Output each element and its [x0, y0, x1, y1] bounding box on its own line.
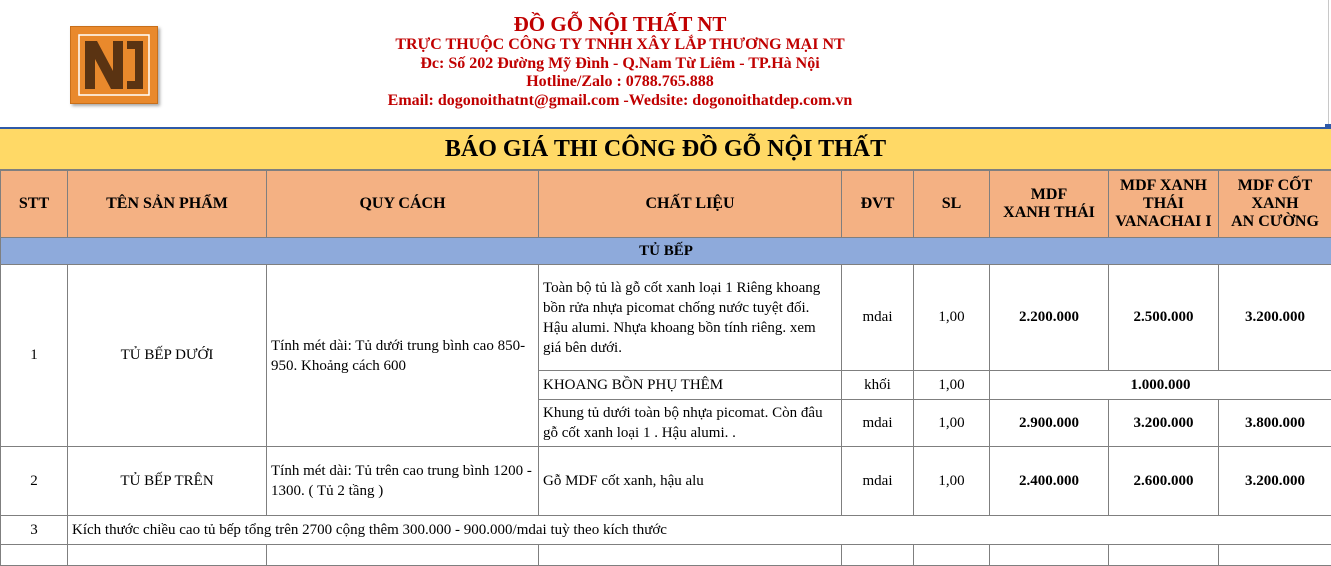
table-row: [1, 265, 1331, 371]
cell-unit[interactable]: khối: [842, 371, 914, 400]
cell-name[interactable]: TỦ BẾP DƯỚI: [68, 265, 267, 447]
cell-spec[interactable]: Tính mét dài: Tủ trên cao trung bình 1200 - 1300. ( Tủ 2 tầng ): [267, 447, 539, 516]
cell-stt[interactable]: 2: [1, 447, 68, 516]
nt-logo-icon: [70, 26, 158, 104]
company-address: Đc: Số 202 Đường Mỹ Đình - Q.Nam Từ Liêm - TP.Hà Nội: [300, 55, 940, 74]
company-name: ĐỒ GỖ NỘI THẤT NT: [300, 12, 940, 36]
cell-price-3[interactable]: 3.200.000: [1219, 265, 1331, 371]
col-price-vanachai[interactable]: [1109, 171, 1219, 238]
table-row: [1, 545, 1331, 566]
cell-empty[interactable]: [1, 545, 68, 566]
cell-name[interactable]: TỦ BẾP TRÊN: [68, 447, 267, 516]
cell-empty[interactable]: [990, 545, 1109, 566]
cell-stt[interactable]: 3: [1, 516, 68, 545]
quote-table: [0, 170, 1331, 566]
col-price-an-cuong[interactable]: [1219, 171, 1331, 238]
cell-price-2[interactable]: 3.200.000: [1109, 400, 1219, 447]
cell-material[interactable]: Khung tủ dưới toàn bộ nhựa picomat. Còn đâu gỗ cốt xanh loại 1 . Hậu alumi. .: [539, 400, 842, 447]
company-hotline: Hotline/Zalo : 0788.765.888: [300, 73, 940, 92]
col-name[interactable]: TÊN SẢN PHẨM: [68, 171, 267, 238]
sheet-title: BÁO GIÁ THI CÔNG ĐỒ GỖ NỘI THẤT: [0, 129, 1331, 170]
cell-price-2[interactable]: 2.500.000: [1109, 265, 1219, 371]
col-price-2-line-3: VANACHAI I: [1113, 213, 1214, 231]
col-spec[interactable]: QUY CÁCH: [267, 171, 539, 238]
cell-stt[interactable]: 1: [1, 265, 68, 447]
table-header-row: [1, 171, 1331, 238]
section-title[interactable]: TỦ BẾP: [1, 238, 1331, 265]
cell-material[interactable]: Gỗ MDF cốt xanh, hậu alu: [539, 447, 842, 516]
cell-unit[interactable]: mdai: [842, 447, 914, 516]
col-stt[interactable]: STT: [1, 171, 68, 238]
col-price-3-line-1: MDF CỐT: [1223, 177, 1327, 195]
cell-empty[interactable]: [842, 545, 914, 566]
cell-qty[interactable]: 1,00: [914, 265, 990, 371]
section-row: [1, 238, 1331, 265]
company-parent: TRỰC THUỘC CÔNG TY TNHH XÂY LẮP THƯƠNG MẠI NT: [300, 36, 940, 55]
col-price-1-line-1: MDF: [994, 186, 1104, 204]
col-price-mdf-xanh-thai[interactable]: [990, 171, 1109, 238]
cell-qty[interactable]: 1,00: [914, 371, 990, 400]
cell-spec[interactable]: Tính mét dài: Tủ dưới trung bình cao 850-950. Khoảng cách 600: [267, 265, 539, 447]
cell-empty[interactable]: [1109, 545, 1219, 566]
cell-material[interactable]: KHOANG BỒN PHỤ THÊM: [539, 371, 842, 400]
cell-unit[interactable]: mdai: [842, 400, 914, 447]
col-price-3-line-2: XANH: [1223, 195, 1327, 213]
letterhead: [0, 0, 1329, 129]
company-info: [300, 12, 940, 110]
col-price-1-line-2: XANH THÁI: [994, 204, 1104, 222]
table-row: [1, 447, 1331, 516]
cell-price-1[interactable]: 2.400.000: [990, 447, 1109, 516]
cell-unit[interactable]: mdai: [842, 265, 914, 371]
col-price-2-line-1: MDF XANH: [1113, 177, 1214, 195]
cell-empty[interactable]: [914, 545, 990, 566]
cell-empty[interactable]: [68, 545, 267, 566]
cell-qty[interactable]: 1,00: [914, 400, 990, 447]
cell-qty[interactable]: 1,00: [914, 447, 990, 516]
cell-price-1[interactable]: 2.900.000: [990, 400, 1109, 447]
col-material[interactable]: CHẤT LIỆU: [539, 171, 842, 238]
cell-price-3[interactable]: 3.800.000: [1219, 400, 1331, 447]
col-price-3-line-3: AN CƯỜNG: [1223, 213, 1327, 231]
table-row: [1, 516, 1331, 545]
cell-note[interactable]: Kích thước chiều cao tủ bếp tổng trên 2700 cộng thêm 300.000 - 900.000/mdai tuỳ theo kích thước: [68, 516, 1331, 545]
cell-empty[interactable]: [539, 545, 842, 566]
cell-material[interactable]: Toàn bộ tủ là gỗ cốt xanh loại 1 Riêng khoang bồn rửa nhựa picomat chống nước tuyệt đối. Hậu alumi. Nhựa khoang bồn tính riêng. xem giá bên dưới.: [539, 265, 842, 371]
cell-price-merged[interactable]: 1.000.000: [990, 371, 1331, 400]
col-unit[interactable]: ĐVT: [842, 171, 914, 238]
col-price-2-line-2: THÁI: [1113, 195, 1214, 213]
col-qty[interactable]: SL: [914, 171, 990, 238]
cell-price-2[interactable]: 2.600.000: [1109, 447, 1219, 516]
cell-price-3[interactable]: 3.200.000: [1219, 447, 1331, 516]
cell-price-1[interactable]: 2.200.000: [990, 265, 1109, 371]
company-email-web: Email: dogonoithatnt@gmail.com -Wedsite: dogonoithatdep.com.vn: [300, 92, 940, 111]
cell-empty[interactable]: [267, 545, 539, 566]
cell-empty[interactable]: [1219, 545, 1331, 566]
